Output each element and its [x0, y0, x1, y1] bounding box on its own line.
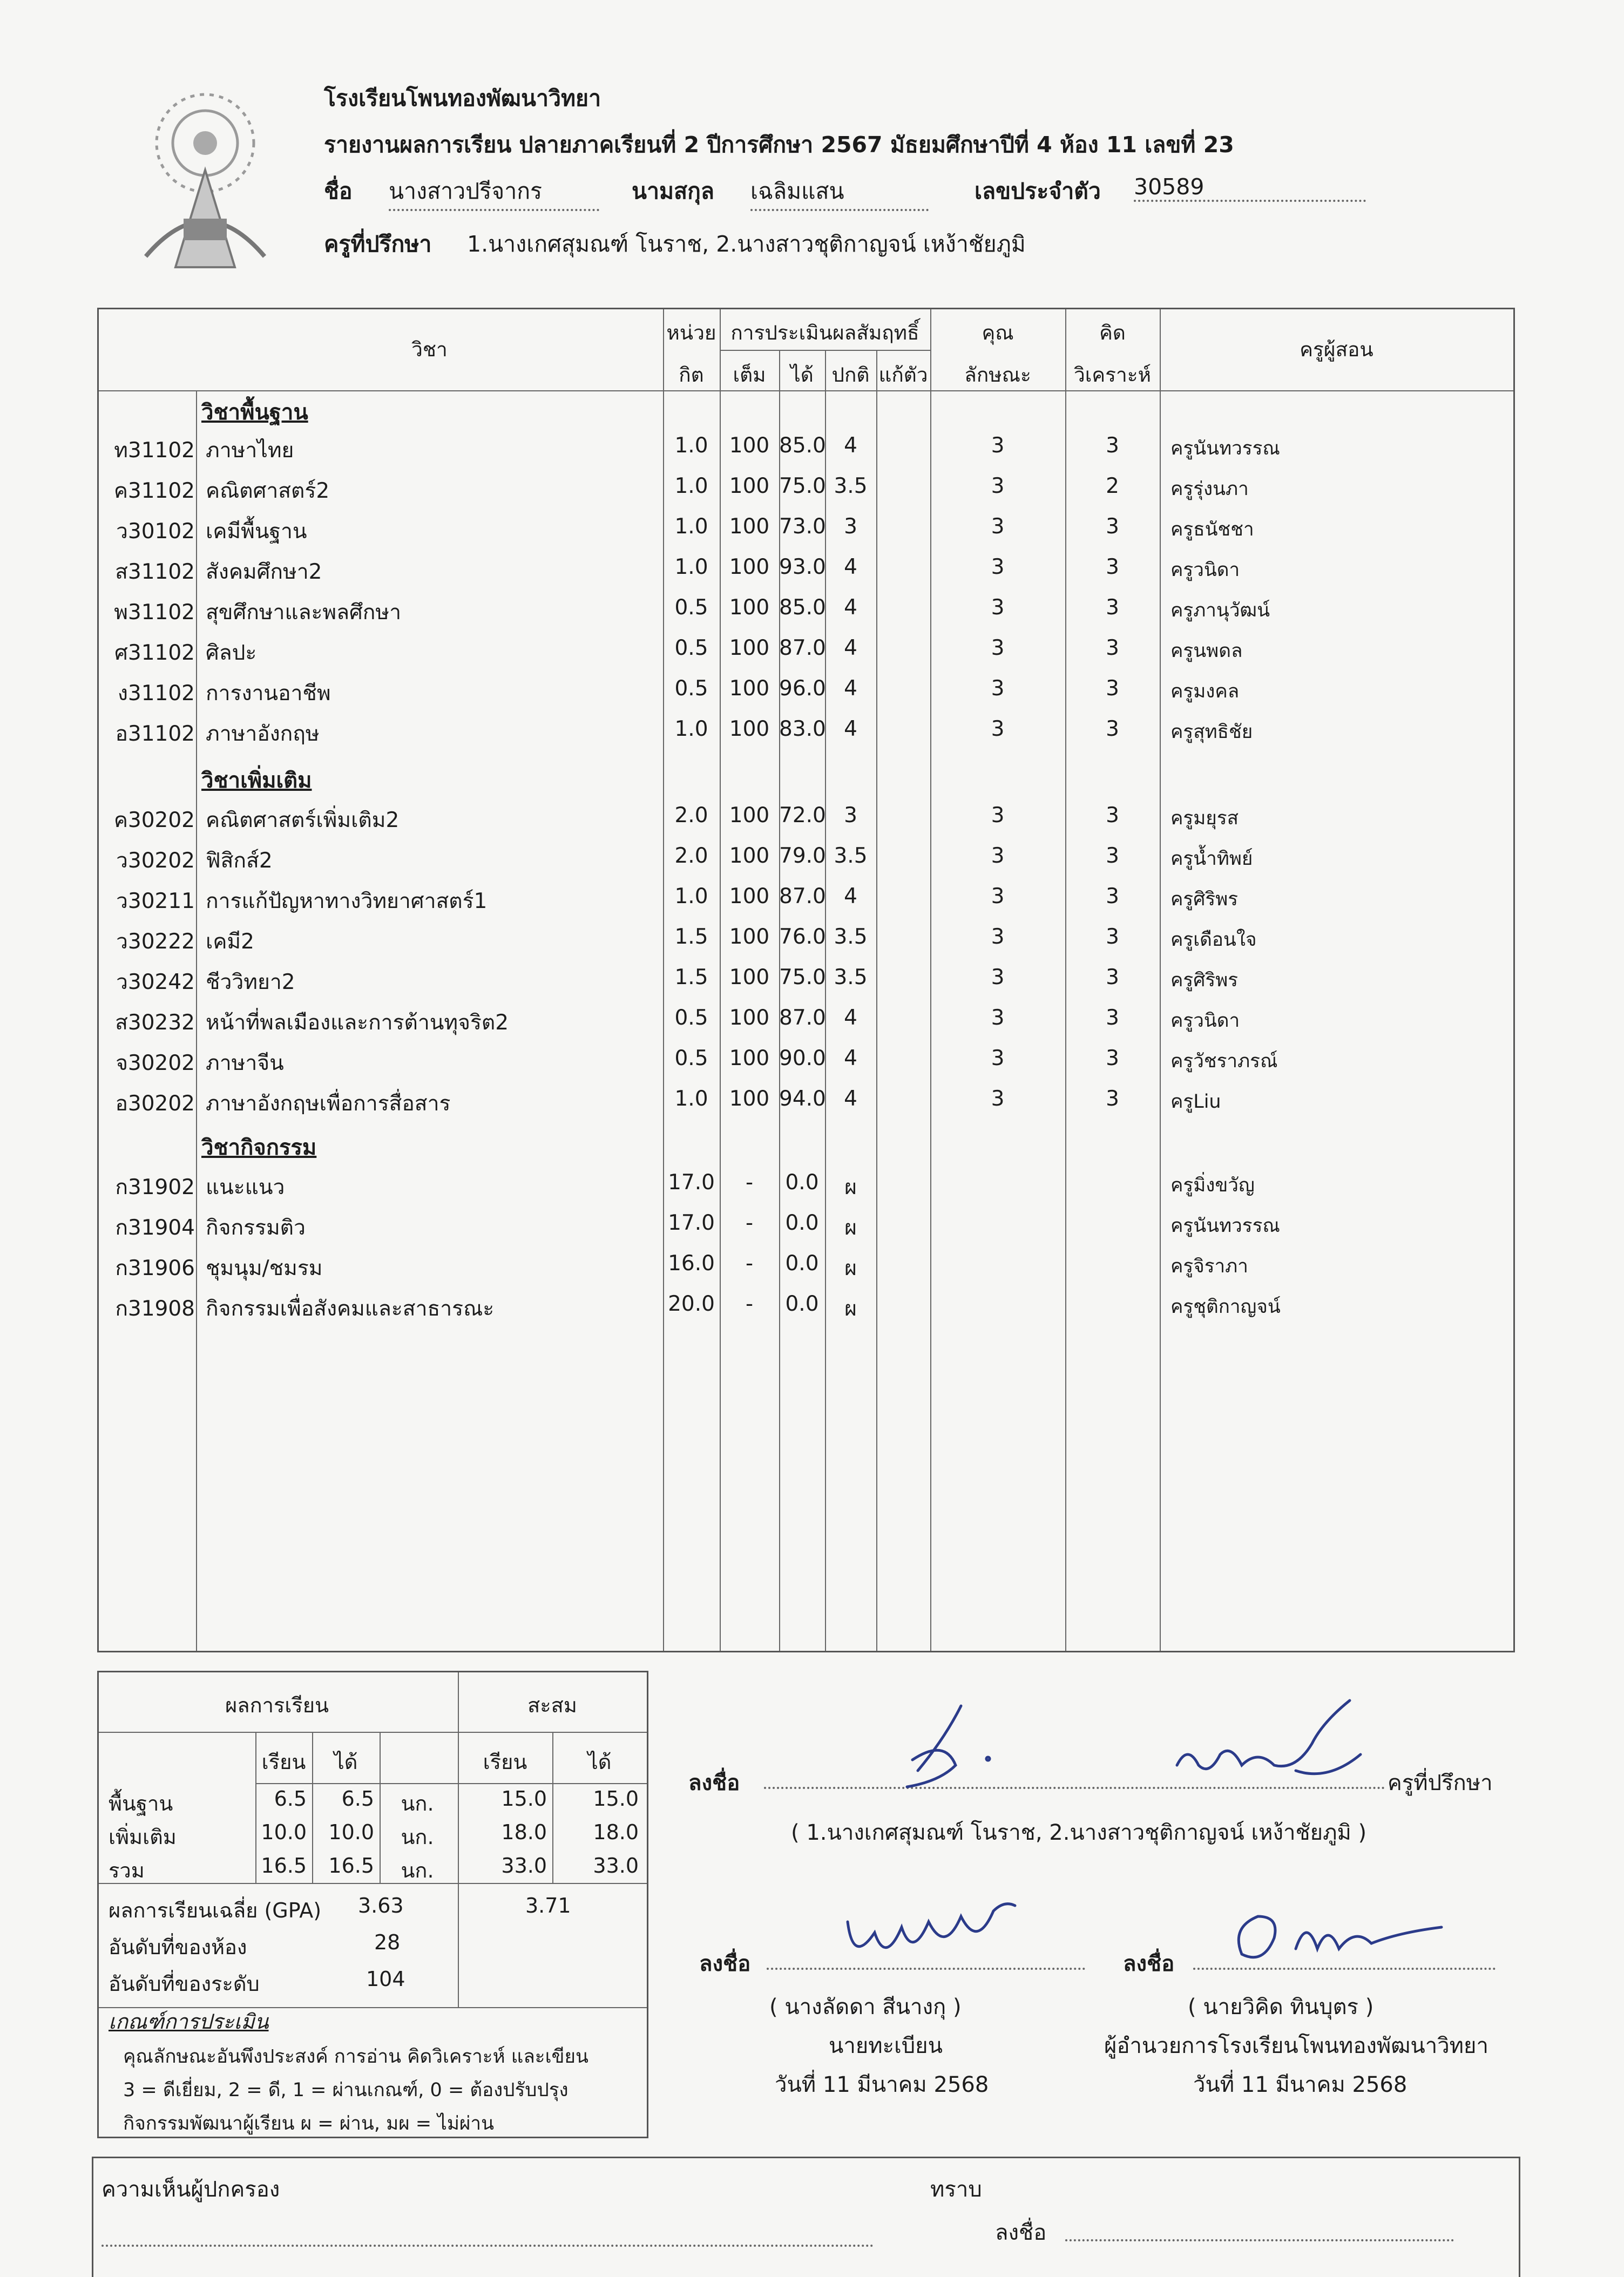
- row-unit: 1.5: [674, 925, 708, 949]
- row-teacher: ครูLiu: [1170, 1091, 1221, 1113]
- rank-level-value: 104: [366, 1967, 405, 1991]
- row-grade: 4: [844, 555, 857, 579]
- row-name: กิจกรรมติว: [206, 1216, 306, 1240]
- row-got: 0.0: [785, 1251, 819, 1276]
- gpa-cum-value: 3.71: [525, 1894, 571, 1917]
- row-name: การงานอาชีพ: [206, 681, 331, 706]
- summary-cum_study: 33.0: [501, 1854, 547, 1878]
- row-code: จ30202: [116, 1051, 195, 1075]
- row-full: 100: [729, 636, 770, 660]
- row-grade: 4: [844, 1046, 857, 1070]
- director-date: วันที่ 11 มีนาคม 2568: [1193, 2072, 1408, 2097]
- row-teacher: ครูมิ่งขวัญ: [1170, 1175, 1255, 1196]
- school-name: โรงเรียนโพนทองพัฒนาวิทยา: [324, 85, 601, 111]
- row-char: 3: [991, 844, 1005, 868]
- col-char-1: คุณ: [982, 321, 1014, 344]
- gpa-label: ผลการเรียนเฉลี่ย (GPA): [109, 1899, 322, 1922]
- row-name: สุขศึกษาและพลศึกษา: [206, 600, 402, 625]
- row-unit: 2.0: [674, 803, 708, 828]
- row-code: อ31102: [115, 722, 195, 746]
- row-full: -: [745, 1211, 754, 1235]
- row-think: 3: [1106, 844, 1119, 868]
- summary-study: 16.5: [261, 1854, 307, 1878]
- row-grade: ผ: [844, 1175, 857, 1200]
- row-got: 73.0: [779, 514, 826, 539]
- row-char: 3: [991, 676, 1005, 701]
- summary-label: รวม: [109, 1859, 145, 1882]
- row-think: 3: [1106, 965, 1119, 990]
- row-got: 96.0: [779, 676, 826, 701]
- row-grade: 4: [844, 884, 857, 909]
- school-logo: [138, 78, 273, 273]
- row-got: 0.0: [785, 1211, 819, 1235]
- summary-col-study: เรียน: [261, 1750, 306, 1774]
- row-think: 3: [1106, 1006, 1119, 1030]
- row-think: 3: [1106, 1046, 1119, 1070]
- row-char: 3: [991, 803, 1005, 828]
- row-got: 79.0: [779, 844, 826, 868]
- row-code: ก31904: [115, 1216, 195, 1240]
- row-think: 3: [1106, 636, 1119, 660]
- report-title: รายงานผลการเรียน ปลายภาคเรียนที่ 2 ปีการศึกษา 2567 มัธยมศึกษาปีที่ 4 ห้อง 11 เลขที่ 23: [324, 132, 1234, 158]
- row-code: ก31906: [115, 1256, 195, 1280]
- row-code: ค30202: [113, 808, 195, 832]
- row-char: 3: [991, 717, 1005, 741]
- row-grade: 3: [844, 803, 857, 828]
- row-teacher: ครูชุติกาญจน์: [1170, 1296, 1281, 1318]
- parent-sign-label: ลงชื่อ: [995, 2220, 1047, 2245]
- row-unit: 20.0: [668, 1292, 715, 1316]
- row-unit: 1.0: [674, 1087, 708, 1111]
- row-grade: 4: [844, 717, 857, 741]
- row-grade: 3.5: [834, 844, 868, 868]
- row-grade: 4: [844, 433, 857, 458]
- row-grade: 3.5: [834, 925, 868, 949]
- rank-room-label: อันดับที่ของห้อง: [109, 1935, 247, 1959]
- comment-line: [102, 2245, 874, 2247]
- row-code: ส30232: [115, 1011, 195, 1035]
- row-name: เคมี2: [206, 930, 254, 954]
- row-unit: 1.0: [674, 717, 708, 741]
- row-code: พ31102: [114, 600, 195, 625]
- surname-value: เฉลิมแสน: [750, 174, 929, 211]
- summary-cum_study: 15.0: [501, 1787, 547, 1811]
- row-got: 87.0: [779, 636, 826, 660]
- row-think: 3: [1106, 803, 1119, 828]
- row-think: 3: [1106, 595, 1119, 620]
- row-full: -: [745, 1292, 754, 1316]
- row-code: ส31102: [115, 560, 195, 584]
- row-got: 75.0: [779, 965, 826, 990]
- row-name: หน้าที่พลเมืองและการต้านทุจริต2: [206, 1011, 509, 1035]
- row-name: ภาษาอังกฤษ: [206, 722, 320, 746]
- summary-cum_study: 18.0: [501, 1820, 547, 1844]
- row-full: 100: [729, 595, 770, 620]
- registrar-signature: [842, 1889, 1037, 1970]
- col-full: เต็ม: [733, 363, 766, 387]
- acknowledge-label: ทราบ: [930, 2177, 982, 2202]
- row-char: 3: [991, 433, 1005, 458]
- summary-box: [97, 1671, 648, 2138]
- criteria-line-2: 3 = ดีเยี่ยม, 2 = ดี, 1 = ผ่านเกณฑ์, 0 = ต้องปรับปรุง: [123, 2079, 569, 2101]
- row-teacher: ครูวนิดา: [1170, 559, 1240, 581]
- registrar-name: ( นางลัดดา สีนางกุ ): [769, 1995, 962, 2020]
- row-teacher: ครูมงคล: [1170, 681, 1240, 702]
- row-name: แนะแนว: [206, 1175, 285, 1200]
- row-got: 90.0: [779, 1046, 826, 1070]
- row-char: 3: [991, 1087, 1005, 1111]
- summary-study: 10.0: [261, 1820, 307, 1844]
- row-got: 76.0: [779, 925, 826, 949]
- row-got: 93.0: [779, 555, 826, 579]
- director-name: ( นายวิคิด ทินบุตร ): [1188, 1995, 1374, 2020]
- row-think: 3: [1106, 1087, 1119, 1111]
- row-got: 75.0: [779, 474, 826, 498]
- rank-level-label: อันดับที่ของระดับ: [109, 1972, 260, 1996]
- row-char: 3: [991, 636, 1005, 660]
- criteria-title: เกณฑ์การประเมิน: [109, 2010, 269, 2034]
- name-value: นางสาวปรีจากร: [389, 174, 599, 211]
- row-unit: 1.5: [674, 965, 708, 990]
- row-grade: ผ: [844, 1297, 857, 1321]
- row-full: 100: [729, 1046, 770, 1070]
- row-name: ชีววิทยา2: [206, 970, 295, 994]
- row-teacher: ครูสุทธิชัย: [1170, 721, 1253, 743]
- row-got: 0.0: [785, 1292, 819, 1316]
- criteria-line-3: กิจกรรมพัฒนาผู้เรียน ผ = ผ่าน, มผ = ไม่ผ่าน: [123, 2113, 494, 2134]
- col-char-2: ลักษณะ: [964, 363, 1031, 387]
- row-full: 100: [729, 717, 770, 741]
- director-sign-label: ลงชื่อ: [1123, 1951, 1175, 1976]
- row-teacher: ครูธนัชชา: [1170, 519, 1254, 540]
- row-got: 87.0: [779, 884, 826, 909]
- row-teacher: ครูศิริพร: [1170, 970, 1239, 991]
- surname-label: นามสกุล: [632, 178, 715, 204]
- row-unit: 1.0: [674, 514, 708, 539]
- summary-study: 6.5: [274, 1787, 307, 1811]
- row-grade: 3.5: [834, 965, 868, 990]
- row-got: 94.0: [779, 1087, 826, 1111]
- row-full: 100: [729, 555, 770, 579]
- parent-comment-label: ความเห็นผู้ปกครอง: [102, 2177, 280, 2202]
- row-got: 85.0: [779, 433, 826, 458]
- row-teacher: ครูจิราภา: [1170, 1256, 1248, 1277]
- row-full: 100: [729, 925, 770, 949]
- row-char: 3: [991, 1006, 1005, 1030]
- row-teacher: ครูนันทวรรณ: [1170, 438, 1280, 459]
- row-full: 100: [729, 965, 770, 990]
- row-teacher: ครูนันทวรรณ: [1170, 1215, 1280, 1237]
- row-grade: 4: [844, 676, 857, 701]
- row-unit: 0.5: [674, 676, 708, 701]
- summary-unit: นก.: [401, 1825, 434, 1849]
- row-char: 3: [991, 925, 1005, 949]
- row-think: 3: [1106, 555, 1119, 579]
- row-code: ค31102: [113, 479, 195, 503]
- criteria-line-1: คุณลักษณะอันพึงประสงค์ การอ่าน คิดวิเคราะห์ และเขียน: [123, 2046, 588, 2068]
- row-unit: 1.0: [674, 884, 708, 909]
- parent-sign-line: [1065, 2239, 1454, 2241]
- row-unit: 0.5: [674, 1006, 708, 1030]
- col-unit-1: หน่วย: [666, 321, 716, 344]
- row-think: 3: [1106, 433, 1119, 458]
- row-code: ว30222: [116, 930, 195, 954]
- summary-cum_got: 18.0: [593, 1820, 639, 1844]
- col-eval: การประเมินผลสัมฤทธิ์: [730, 321, 919, 344]
- row-full: 100: [729, 474, 770, 498]
- row-teacher: ครูวนิดา: [1170, 1010, 1240, 1032]
- row-char: 3: [991, 514, 1005, 539]
- summary-label: เพิ่มเติม: [109, 1825, 177, 1849]
- row-grade: ผ: [844, 1216, 857, 1240]
- row-name: ศิลปะ: [206, 641, 257, 665]
- registrar-sign-label: ลงชื่อ: [699, 1951, 751, 1976]
- row-got: 83.0: [779, 717, 826, 741]
- row-teacher: ครูศิริพร: [1170, 889, 1239, 910]
- registrar-role: นายทะเบียน: [829, 2034, 943, 2058]
- row-name: คณิตศาสตร์2: [206, 479, 330, 503]
- row-code: อ30202: [115, 1092, 195, 1116]
- row-unit: 1.0: [674, 433, 708, 458]
- summary-col-got: ได้: [334, 1750, 358, 1774]
- row-name: ภาษาไทย: [206, 438, 294, 463]
- summary-unit: นก.: [401, 1859, 434, 1882]
- director-role: ผู้อำนวยการโรงเรียนโพนทองพัฒนาวิทยา: [1104, 2034, 1488, 2058]
- summary-cum-col-got: ได้: [587, 1750, 612, 1774]
- row-code: ง31102: [117, 681, 195, 706]
- row-full: 100: [729, 803, 770, 828]
- row-name: ชุมนุม/ชมรม: [206, 1256, 323, 1280]
- row-code: ว30211: [116, 889, 195, 913]
- row-got: 87.0: [779, 1006, 826, 1030]
- row-name: เคมีพื้นฐาน: [206, 519, 307, 544]
- row-name: คณิตศาสตร์เพิ่มเติม2: [206, 808, 400, 832]
- id-label: เลขประจำตัว: [975, 178, 1101, 204]
- row-code: ท31102: [114, 438, 195, 463]
- advisor-names: ( 1.นางเกศสุมณฑ์ โนราช, 2.นางสาวชุติกาญจน์ เหง้าชัยภูมิ ): [791, 1820, 1367, 1845]
- summary-got: 16.5: [328, 1854, 374, 1878]
- row-unit: 17.0: [668, 1170, 715, 1195]
- col-normal: ปกติ: [831, 363, 870, 387]
- row-full: 100: [729, 1006, 770, 1030]
- row-got: 0.0: [785, 1170, 819, 1195]
- summary-cum-title: สะสม: [527, 1693, 577, 1717]
- rank-room-value: 28: [374, 1930, 401, 1954]
- row-grade: 3.5: [834, 474, 868, 498]
- row-grade: ผ: [844, 1256, 857, 1280]
- row-think: 3: [1106, 717, 1119, 741]
- section-basic: วิชาพื้นฐาน: [201, 400, 308, 425]
- row-full: -: [745, 1170, 754, 1195]
- col-fix: แก้ตัว: [878, 363, 928, 387]
- row-name: ภาษาอังกฤษเพื่อการสื่อสาร: [206, 1092, 451, 1116]
- summary-cum-col-study: เรียน: [483, 1750, 527, 1774]
- row-code: ศ31102: [114, 641, 195, 665]
- row-teacher: ครูเดือนใจ: [1170, 929, 1257, 951]
- row-code: ก31902: [115, 1175, 195, 1200]
- row-full: -: [745, 1251, 754, 1276]
- row-grade: 4: [844, 1087, 857, 1111]
- row-unit: 16.0: [668, 1251, 715, 1276]
- row-char: 3: [991, 1046, 1005, 1070]
- name-label: ชื่อ: [324, 178, 353, 204]
- advisor-label: ครูที่ปรึกษา: [324, 231, 432, 257]
- section-activity: วิชากิจกรรม: [201, 1135, 317, 1160]
- row-name: ฟิสิกส์2: [206, 849, 273, 873]
- row-char: 3: [991, 474, 1005, 498]
- row-teacher: ครูรุ่งนภา: [1170, 478, 1249, 500]
- row-think: 3: [1106, 514, 1119, 539]
- row-teacher: ครูมยุรส: [1170, 808, 1239, 829]
- row-grade: 3: [844, 514, 857, 539]
- summary-label: พื้นฐาน: [109, 1792, 173, 1815]
- director-signature: [1226, 1895, 1452, 1970]
- summary-unit: นก.: [401, 1792, 434, 1815]
- summary-cum_got: 33.0: [593, 1854, 639, 1878]
- row-full: 100: [729, 676, 770, 701]
- row-full: 100: [729, 1087, 770, 1111]
- row-unit: 0.5: [674, 1046, 708, 1070]
- row-unit: 1.0: [674, 555, 708, 579]
- advisor-sign-label: ลงชื่อ: [688, 1771, 740, 1795]
- col-unit-2: กิต: [679, 363, 704, 387]
- row-got: 72.0: [779, 803, 826, 828]
- summary-cum_got: 15.0: [593, 1787, 639, 1811]
- row-teacher: ครูวัชราภรณ์: [1170, 1051, 1278, 1072]
- row-unit: 2.0: [674, 844, 708, 868]
- summary-result-title: ผลการเรียน: [225, 1693, 329, 1717]
- row-char: 3: [991, 595, 1005, 620]
- advisor-value: 1.นางเกศสุมณฑ์ โนราช, 2.นางสาวชุติกาญจน์ เหง้าชัยภูมิ: [467, 231, 1026, 257]
- row-code: ว30202: [116, 849, 195, 873]
- col-think-1: คิด: [1099, 321, 1126, 344]
- row-think: 3: [1106, 884, 1119, 909]
- row-code: ก31908: [115, 1297, 195, 1321]
- row-char: 3: [991, 884, 1005, 909]
- row-full: 100: [729, 844, 770, 868]
- row-unit: 17.0: [668, 1211, 715, 1235]
- col-subject: วิชา: [411, 338, 448, 361]
- parent-comment-box: [92, 2157, 1520, 2277]
- row-full: 100: [729, 433, 770, 458]
- section-extra: วิชาเพิ่มเติม: [201, 768, 312, 793]
- row-grade: 4: [844, 636, 857, 660]
- row-grade: 4: [844, 595, 857, 620]
- row-teacher: ครูน้ำทิพย์: [1170, 848, 1253, 870]
- row-unit: 0.5: [674, 636, 708, 660]
- row-unit: 0.5: [674, 595, 708, 620]
- row-full: 100: [729, 884, 770, 909]
- row-char: 3: [991, 555, 1005, 579]
- grades-table: [97, 308, 1515, 1652]
- row-name: ภาษาจีน: [206, 1051, 284, 1075]
- row-char: 3: [991, 965, 1005, 990]
- row-unit: 1.0: [674, 474, 708, 498]
- row-code: ว30242: [116, 970, 195, 994]
- row-think: 3: [1106, 676, 1119, 701]
- advisor-signature: [885, 1690, 1398, 1808]
- row-name: กิจกรรมเพื่อสังคมและสาธารณะ: [206, 1297, 495, 1321]
- row-grade: 4: [844, 1006, 857, 1030]
- registrar-date: วันที่ 11 มีนาคม 2568: [775, 2072, 989, 2097]
- advisor-role: ครูที่ปรึกษา: [1388, 1771, 1493, 1795]
- row-think: 3: [1106, 925, 1119, 949]
- row-name: การแก้ปัญหาทางวิทยาศาสตร์1: [206, 889, 488, 913]
- summary-got: 10.0: [328, 1820, 374, 1844]
- col-teacher: ครูผู้สอน: [1300, 338, 1373, 361]
- col-think-2: วิเคราะห์: [1073, 363, 1152, 387]
- summary-got: 6.5: [341, 1787, 374, 1811]
- gpa-value: 3.63: [358, 1894, 404, 1917]
- row-got: 85.0: [779, 595, 826, 620]
- id-value: 30589: [1134, 174, 1366, 202]
- row-teacher: ครูนพดล: [1170, 640, 1243, 662]
- col-got: ได้: [790, 363, 814, 387]
- row-full: 100: [729, 514, 770, 539]
- row-think: 2: [1106, 474, 1119, 498]
- row-name: สังคมศึกษา2: [206, 560, 322, 584]
- row-teacher: ครูภานุวัฒน์: [1170, 600, 1270, 621]
- row-code: ว30102: [116, 519, 195, 544]
